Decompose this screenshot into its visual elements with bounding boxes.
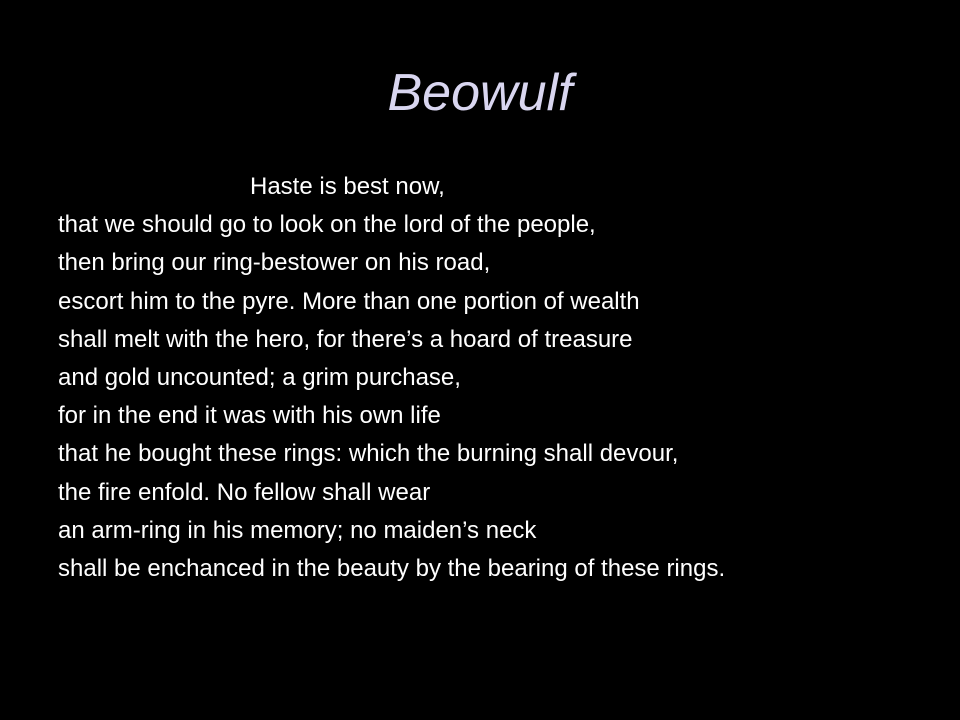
poem-line: shall be enchanced in the beauty by the bearing of these rings.: [58, 555, 726, 583]
poem-line: shall melt with the hero, for there’s a hoard of treasure: [58, 325, 633, 353]
poem-line: then bring our ring-bestower on his road,: [58, 249, 491, 277]
poem-body: [58, 168, 938, 581]
poem-line: an arm-ring in his memory; no maiden’s neck: [58, 516, 537, 544]
poem-line: that he bought these rings: which the burning shall devour,: [58, 440, 679, 468]
poem-line: the fire enfold. No fellow shall wear: [58, 478, 431, 506]
slide-title: Beowulf: [387, 64, 573, 122]
poem-line: escort him to the pyre. More than one portion of wealth: [58, 287, 640, 315]
poem-line: Haste is best now,: [250, 173, 445, 200]
poem-line: and gold uncounted; a grim purchase,: [58, 364, 461, 392]
poem-line: that we should go to look on the lord of the people,: [58, 211, 596, 239]
poem-line: for in the end it was with his own life: [58, 402, 441, 430]
